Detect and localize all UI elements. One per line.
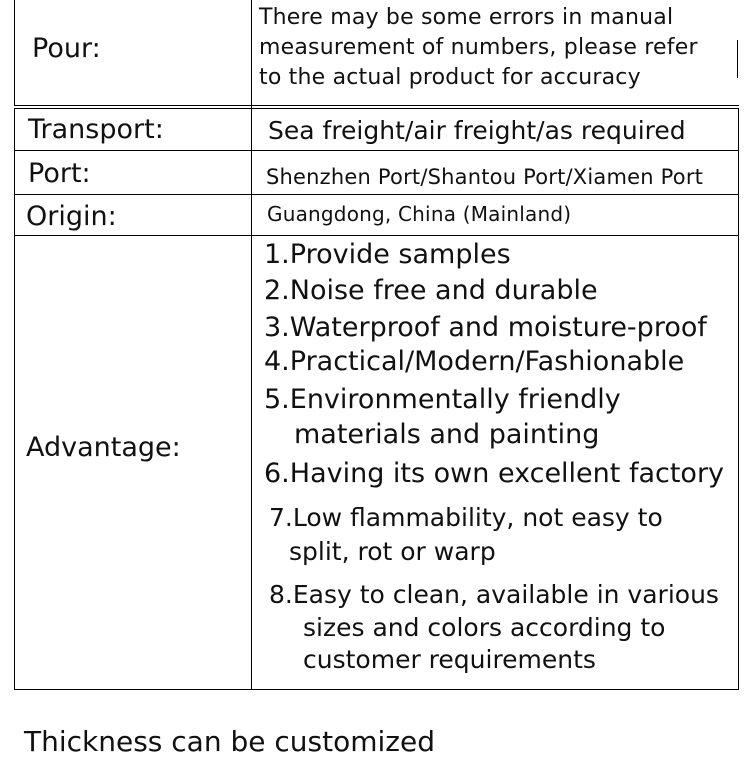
- table-left-border: [14, 0, 15, 105]
- spec-table: [14, 0, 740, 690]
- table-left-border: [14, 108, 15, 690]
- advantage-item-8-continued: customer requirements: [303, 645, 596, 674]
- transport-value: Sea freight/air freight/as required: [268, 116, 686, 145]
- column-divider: [251, 0, 252, 690]
- advantage-label: Advantage:: [26, 432, 181, 463]
- table-bottom-border: [14, 689, 739, 690]
- advantage-item-7-continued: split, rot or warp: [289, 537, 496, 566]
- row-divider: [14, 108, 739, 109]
- pour-label: Pour:: [32, 33, 101, 64]
- table-right-border: [737, 40, 738, 78]
- row-divider: [14, 105, 739, 106]
- advantage-item-6: 6.Having its own excellent factory: [264, 458, 725, 489]
- table-right-border: [738, 108, 739, 690]
- advantage-item-1: 1.Provide samples: [264, 239, 511, 270]
- advantage-item-5-continued: materials and painting: [294, 419, 600, 450]
- origin-value: Guangdong, China (Mainland): [267, 202, 572, 226]
- row-divider: [14, 194, 739, 195]
- advantage-item-3: 3.Waterproof and moisture-proof: [264, 312, 707, 343]
- pour-note-line-3: to the actual product for accuracy: [259, 65, 641, 90]
- advantage-item-4: 4.Practical/Modern/Fashionable: [264, 346, 685, 377]
- advantage-item-8-continued: sizes and colors according to: [303, 613, 666, 642]
- port-value: Shenzhen Port/Shantou Port/Xiamen Port: [266, 165, 704, 189]
- row-divider: [14, 235, 739, 236]
- advantage-item-2: 2.Noise free and durable: [264, 275, 598, 306]
- advantage-item-7: 7.Low flammability, not easy to: [269, 503, 663, 532]
- transport-label: Transport:: [28, 114, 164, 145]
- pour-note-line-2: measurement of numbers, please refer: [259, 35, 698, 60]
- advantage-item-8: 8.Easy to clean, available in various: [269, 580, 719, 609]
- advantage-item-5: 5.Environmentally friendly: [264, 384, 621, 415]
- thickness-note: Thickness can be customized: [24, 725, 435, 758]
- origin-label: Origin:: [26, 201, 117, 232]
- pour-note-line-1: There may be some errors in manual: [259, 5, 674, 30]
- row-divider: [14, 150, 739, 151]
- port-label: Port:: [28, 158, 91, 189]
